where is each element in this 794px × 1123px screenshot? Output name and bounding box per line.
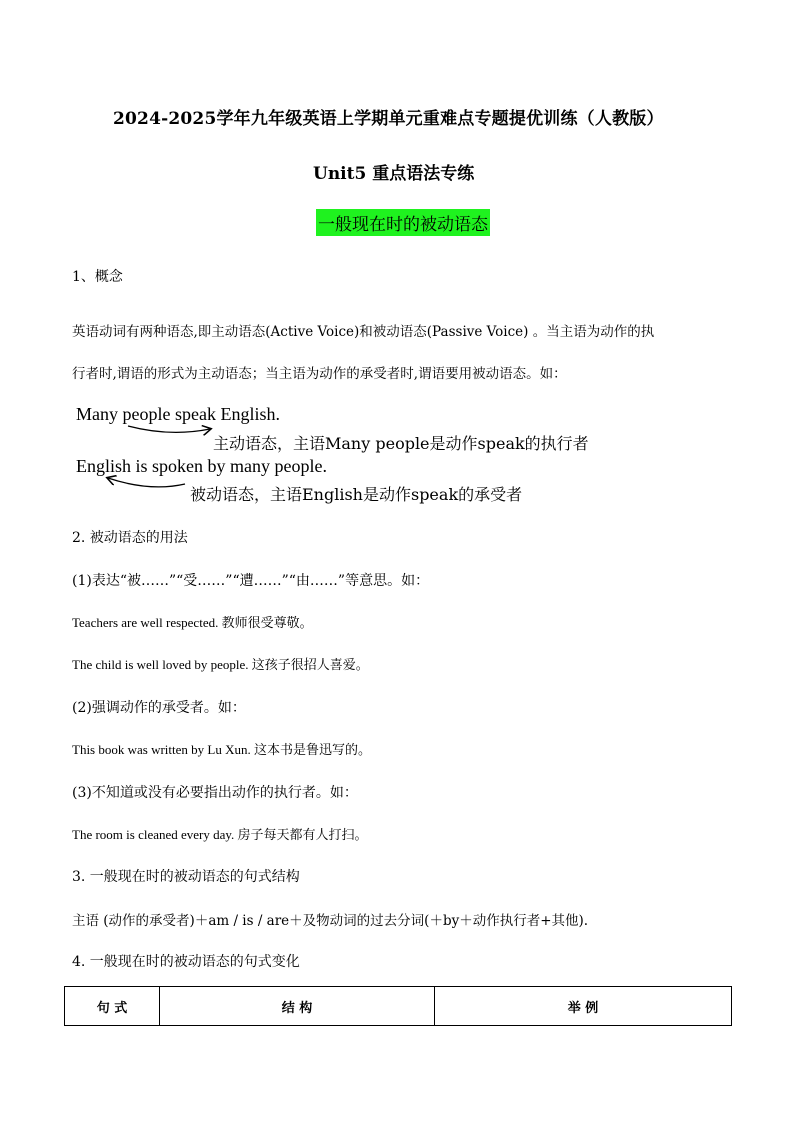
table-header-example: 举 例 bbox=[435, 987, 732, 1026]
usage-item-1: (1)表达“被……”“受……”“遭……”“由……”等意思。如： bbox=[72, 573, 430, 589]
usage-example-3: This book was written by Lu Xun. 这本书是鲁迅写的。 bbox=[72, 742, 371, 757]
figure-sentence-active: Many people speak English. bbox=[76, 404, 280, 424]
table-header-row bbox=[65, 987, 732, 1026]
passive-arrow bbox=[108, 478, 185, 487]
section2-heading: 2. 被动语态的用法 bbox=[72, 530, 188, 546]
concept-paragraph-line1: 英语动词有两种语态,即主动语态(Active Voice)和被动语态(Passive Voice) 。当主语为动作的执 bbox=[72, 324, 655, 340]
figure-sentence-passive: English is spoken by many people. bbox=[76, 456, 327, 476]
figure-arrows bbox=[0, 0, 794, 520]
table-header-structure: 结 构 bbox=[160, 987, 435, 1026]
table-header-pattern: 句 式 bbox=[65, 987, 160, 1026]
sentence-variation-table bbox=[64, 986, 732, 1026]
section1-heading: 1、概念 bbox=[72, 269, 123, 285]
usage-item-3: (3)不知道或没有必要指出动作的执行者。如： bbox=[72, 785, 358, 801]
figure-note-active: 主动语态，主语Many people是动作speak的执行者 bbox=[213, 434, 589, 453]
figure-note-passive: 被动语态，主语English是动作speak的承受者 bbox=[190, 485, 523, 504]
document-title: 2024-2025学年九年级英语上学期单元重难点专题提优训练（人教版） bbox=[113, 109, 664, 129]
usage-example-4: The room is cleaned every day. 房子每天都有人打扫。 bbox=[72, 827, 368, 842]
usage-example-1: Teachers are well respected. 教师很受尊敬。 bbox=[72, 615, 313, 630]
unit-subtitle: Unit5 重点语法专练 bbox=[313, 164, 475, 184]
usage-example-2: The child is well loved by people. 这孩子很招人喜爱。 bbox=[72, 657, 369, 672]
active-arrow bbox=[128, 426, 210, 432]
concept-paragraph-line2: 行者时,谓语的形式为主动语态；当主语为动作的承受者时,谓语要用被动语态。如： bbox=[72, 366, 567, 382]
section3-heading: 3. 一般现在时的被动语态的句式结构 bbox=[72, 869, 300, 885]
topic-highlight: 一般现在时的被动语态 bbox=[316, 209, 490, 236]
structure-formula: 主语 (动作的承受者)＋am / is / are＋及物动词的过去分词(＋by＋动作执行者+其他). bbox=[72, 913, 589, 929]
section4-heading: 4. 一般现在时的被动语态的句式变化 bbox=[72, 954, 300, 970]
usage-item-2: (2)强调动作的承受者。如： bbox=[72, 700, 246, 716]
